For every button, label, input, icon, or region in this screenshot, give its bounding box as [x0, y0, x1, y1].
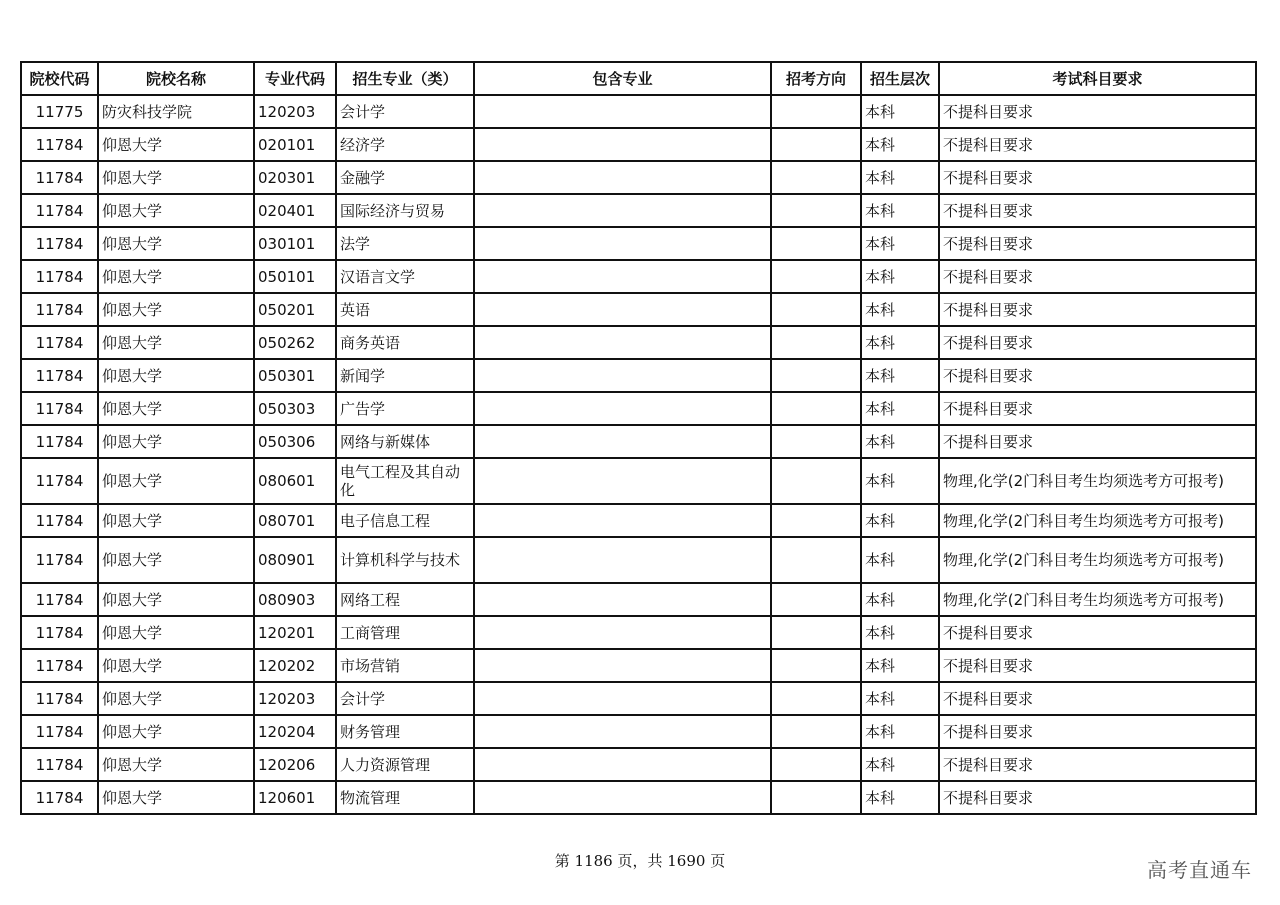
cell-level: 本科 [861, 260, 939, 293]
cell-school-code: 11784 [21, 227, 98, 260]
cell-level: 本科 [861, 425, 939, 458]
cell-school-name: 仰恩大学 [98, 293, 254, 326]
cell-level: 本科 [861, 682, 939, 715]
cell-includes [474, 293, 771, 326]
cell-school-name: 仰恩大学 [98, 748, 254, 781]
cell-level: 本科 [861, 161, 939, 194]
cell-major-code: 050262 [254, 326, 336, 359]
cell-includes [474, 260, 771, 293]
table-row [21, 649, 1256, 682]
cell-major-code: 020301 [254, 161, 336, 194]
cell-school-code: 11784 [21, 649, 98, 682]
cell-major-code: 020101 [254, 128, 336, 161]
cell-includes [474, 748, 771, 781]
cell-school-name: 仰恩大学 [98, 260, 254, 293]
cell-school-name: 仰恩大学 [98, 504, 254, 537]
cell-direction [771, 227, 861, 260]
cell-requirement: 不提科目要求 [939, 95, 1256, 128]
cell-direction [771, 537, 861, 583]
cell-school-name: 仰恩大学 [98, 161, 254, 194]
cell-requirement: 不提科目要求 [939, 161, 1256, 194]
table-row [21, 359, 1256, 392]
cell-school-name: 仰恩大学 [98, 227, 254, 260]
cell-includes [474, 458, 771, 504]
cell-includes [474, 682, 771, 715]
watermark-logo: 高考直通车 [1147, 858, 1252, 882]
cell-includes [474, 95, 771, 128]
cell-major-code: 050201 [254, 293, 336, 326]
cell-major: 法学 [336, 227, 474, 260]
cell-requirement: 不提科目要求 [939, 616, 1256, 649]
cell-includes [474, 326, 771, 359]
cell-requirement: 不提科目要求 [939, 293, 1256, 326]
table-row [21, 616, 1256, 649]
table-header-row [21, 62, 1256, 95]
cell-major: 网络与新媒体 [336, 425, 474, 458]
cell-level: 本科 [861, 293, 939, 326]
cell-requirement: 不提科目要求 [939, 392, 1256, 425]
cell-level: 本科 [861, 616, 939, 649]
cell-school-code: 11784 [21, 748, 98, 781]
header-school-code: 院校代码 [21, 62, 98, 95]
cell-major-code: 020401 [254, 194, 336, 227]
table-row [21, 715, 1256, 748]
cell-level: 本科 [861, 715, 939, 748]
cell-direction [771, 649, 861, 682]
cell-direction [771, 161, 861, 194]
cell-direction [771, 95, 861, 128]
table-row [21, 392, 1256, 425]
cell-school-name: 仰恩大学 [98, 392, 254, 425]
cell-requirement: 不提科目要求 [939, 425, 1256, 458]
cell-major-code: 120203 [254, 95, 336, 128]
cell-direction [771, 326, 861, 359]
header-includes: 包含专业 [474, 62, 771, 95]
cell-requirement: 不提科目要求 [939, 359, 1256, 392]
cell-major-code: 080903 [254, 583, 336, 616]
cell-includes [474, 616, 771, 649]
cell-major-code: 050301 [254, 359, 336, 392]
cell-school-name: 仰恩大学 [98, 194, 254, 227]
cell-school-code: 11784 [21, 458, 98, 504]
cell-level: 本科 [861, 227, 939, 260]
cell-major: 计算机科学与技术 [336, 537, 474, 583]
cell-major-code: 120204 [254, 715, 336, 748]
cell-major: 物流管理 [336, 781, 474, 814]
cell-school-name: 仰恩大学 [98, 583, 254, 616]
cell-requirement: 不提科目要求 [939, 227, 1256, 260]
cell-direction [771, 293, 861, 326]
cell-includes [474, 649, 771, 682]
cell-direction [771, 682, 861, 715]
header-level: 招生层次 [861, 62, 939, 95]
cell-direction [771, 392, 861, 425]
cell-major: 网络工程 [336, 583, 474, 616]
cell-requirement: 物理,化学(2门科目考生均须选考方可报考) [939, 583, 1256, 616]
cell-level: 本科 [861, 194, 939, 227]
cell-major-code: 050306 [254, 425, 336, 458]
table-row [21, 95, 1256, 128]
table-row [21, 748, 1256, 781]
cell-direction [771, 748, 861, 781]
cell-direction [771, 504, 861, 537]
cell-major-code: 120202 [254, 649, 336, 682]
cell-school-code: 11784 [21, 583, 98, 616]
cell-school-name: 仰恩大学 [98, 537, 254, 583]
cell-major: 电气工程及其自动化 [336, 458, 474, 504]
cell-requirement: 物理,化学(2门科目考生均须选考方可报考) [939, 458, 1256, 504]
cell-includes [474, 781, 771, 814]
cell-school-code: 11784 [21, 425, 98, 458]
table-row [21, 781, 1256, 814]
header-major: 招生专业（类） [336, 62, 474, 95]
cell-requirement: 不提科目要求 [939, 649, 1256, 682]
cell-major: 工商管理 [336, 616, 474, 649]
header-requirement: 考试科目要求 [939, 62, 1256, 95]
cell-major-code: 120201 [254, 616, 336, 649]
cell-school-name: 仰恩大学 [98, 326, 254, 359]
cell-school-code: 11784 [21, 293, 98, 326]
cell-major-code: 080701 [254, 504, 336, 537]
cell-level: 本科 [861, 326, 939, 359]
cell-direction [771, 194, 861, 227]
cell-level: 本科 [861, 537, 939, 583]
page-number: 第 1186 页，共 1690 页 [554, 852, 726, 870]
cell-major-code: 080601 [254, 458, 336, 504]
cell-major-code: 080901 [254, 537, 336, 583]
cell-major-code: 050101 [254, 260, 336, 293]
cell-level: 本科 [861, 504, 939, 537]
cell-level: 本科 [861, 359, 939, 392]
cell-includes [474, 392, 771, 425]
cell-direction [771, 715, 861, 748]
header-school-name: 院校名称 [98, 62, 254, 95]
cell-major: 电子信息工程 [336, 504, 474, 537]
cell-includes [474, 537, 771, 583]
cell-major: 市场营销 [336, 649, 474, 682]
cell-school-code: 11784 [21, 715, 98, 748]
cell-requirement: 不提科目要求 [939, 715, 1256, 748]
cell-direction [771, 260, 861, 293]
cell-requirement: 不提科目要求 [939, 748, 1256, 781]
table-row [21, 161, 1256, 194]
cell-major-code: 050303 [254, 392, 336, 425]
cell-school-code: 11775 [21, 95, 98, 128]
table-body [21, 95, 1256, 814]
cell-requirement: 不提科目要求 [939, 682, 1256, 715]
cell-school-code: 11784 [21, 392, 98, 425]
cell-includes [474, 227, 771, 260]
cell-school-name: 仰恩大学 [98, 715, 254, 748]
cell-major: 人力资源管理 [336, 748, 474, 781]
cell-school-code: 11784 [21, 161, 98, 194]
table-row [21, 537, 1256, 583]
cell-school-code: 11784 [21, 194, 98, 227]
cell-direction [771, 583, 861, 616]
cell-school-code: 11784 [21, 616, 98, 649]
header-major-code: 专业代码 [254, 62, 336, 95]
table-row [21, 194, 1256, 227]
cell-includes [474, 161, 771, 194]
cell-requirement: 不提科目要求 [939, 260, 1256, 293]
cell-major: 金融学 [336, 161, 474, 194]
cell-requirement: 不提科目要求 [939, 128, 1256, 161]
cell-level: 本科 [861, 649, 939, 682]
cell-level: 本科 [861, 748, 939, 781]
cell-major-code: 120601 [254, 781, 336, 814]
admissions-table [20, 61, 1257, 815]
cell-requirement: 不提科目要求 [939, 194, 1256, 227]
cell-level: 本科 [861, 781, 939, 814]
cell-school-name: 仰恩大学 [98, 649, 254, 682]
cell-school-code: 11784 [21, 504, 98, 537]
table-row [21, 458, 1256, 504]
header-direction: 招考方向 [771, 62, 861, 95]
cell-direction [771, 359, 861, 392]
cell-major: 财务管理 [336, 715, 474, 748]
cell-major-code: 120203 [254, 682, 336, 715]
cell-school-name: 仰恩大学 [98, 616, 254, 649]
cell-major-code: 030101 [254, 227, 336, 260]
cell-school-name: 仰恩大学 [98, 781, 254, 814]
cell-major: 商务英语 [336, 326, 474, 359]
table-row [21, 682, 1256, 715]
cell-major: 新闻学 [336, 359, 474, 392]
cell-direction [771, 781, 861, 814]
cell-direction [771, 128, 861, 161]
cell-major: 国际经济与贸易 [336, 194, 474, 227]
cell-direction [771, 425, 861, 458]
cell-level: 本科 [861, 458, 939, 504]
cell-school-code: 11784 [21, 260, 98, 293]
cell-school-code: 11784 [21, 359, 98, 392]
cell-includes [474, 194, 771, 227]
cell-school-name: 仰恩大学 [98, 458, 254, 504]
cell-includes [474, 504, 771, 537]
cell-major: 广告学 [336, 392, 474, 425]
cell-level: 本科 [861, 95, 939, 128]
table-row [21, 293, 1256, 326]
cell-requirement: 不提科目要求 [939, 781, 1256, 814]
cell-includes [474, 128, 771, 161]
cell-major: 汉语言文学 [336, 260, 474, 293]
table-row [21, 583, 1256, 616]
table-row [21, 227, 1256, 260]
cell-direction [771, 458, 861, 504]
cell-direction [771, 616, 861, 649]
cell-includes [474, 583, 771, 616]
cell-level: 本科 [861, 392, 939, 425]
cell-school-code: 11784 [21, 128, 98, 161]
table-row [21, 326, 1256, 359]
cell-school-code: 11784 [21, 781, 98, 814]
cell-school-name: 仰恩大学 [98, 682, 254, 715]
table-row [21, 260, 1256, 293]
cell-level: 本科 [861, 128, 939, 161]
cell-school-name: 仰恩大学 [98, 128, 254, 161]
cell-includes [474, 425, 771, 458]
cell-requirement: 物理,化学(2门科目考生均须选考方可报考) [939, 537, 1256, 583]
cell-major: 经济学 [336, 128, 474, 161]
cell-requirement: 物理,化学(2门科目考生均须选考方可报考) [939, 504, 1256, 537]
cell-major: 会计学 [336, 95, 474, 128]
cell-includes [474, 715, 771, 748]
cell-school-name: 仰恩大学 [98, 425, 254, 458]
table-row [21, 128, 1256, 161]
cell-major: 英语 [336, 293, 474, 326]
cell-school-code: 11784 [21, 537, 98, 583]
cell-school-code: 11784 [21, 682, 98, 715]
cell-includes [474, 359, 771, 392]
cell-major-code: 120206 [254, 748, 336, 781]
cell-major: 会计学 [336, 682, 474, 715]
cell-school-name: 防灾科技学院 [98, 95, 254, 128]
cell-school-name: 仰恩大学 [98, 359, 254, 392]
table-row [21, 425, 1256, 458]
cell-requirement: 不提科目要求 [939, 326, 1256, 359]
cell-level: 本科 [861, 583, 939, 616]
cell-school-code: 11784 [21, 326, 98, 359]
table-row [21, 504, 1256, 537]
